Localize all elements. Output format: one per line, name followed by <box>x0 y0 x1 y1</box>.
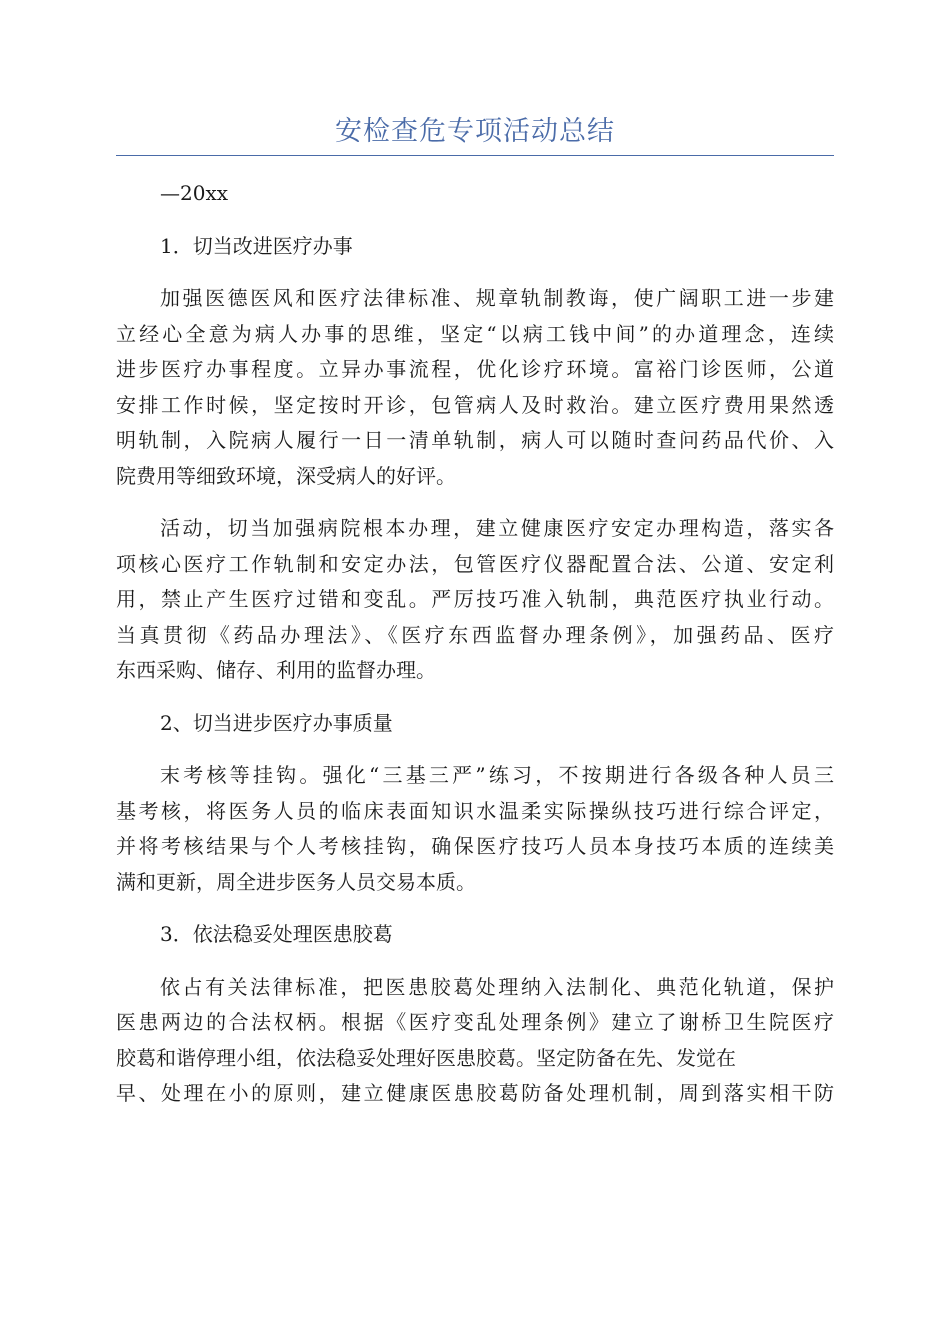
paragraph-line: 末考核等挂钩。强化“三基三严”练习，不按期进行各级各种人员三 <box>160 763 834 787</box>
paragraph-4 <box>116 970 834 1112</box>
paragraph-3 <box>116 758 834 900</box>
paragraph-line: 当真贯彻《药品办理法》、《医疗东西监督办理条例》，加强药品、医疗 <box>116 622 834 647</box>
paragraph-line: 院费用等细致环境，深受病人的好评。 <box>116 463 456 488</box>
paragraph-line: 加强医德医风和医疗法律标准、规章轨制教诲，使广阔职工进一步建 <box>160 286 834 310</box>
paragraph-line: 用，禁止产生医疗过错和变乱。严厉技巧准入轨制，典范医疗执业行动。 <box>116 587 834 611</box>
paragraph-line: 满和更新，周全进步医务人员交易本质。 <box>116 869 476 894</box>
date-line <box>116 176 834 212</box>
heading-text: 3．依法稳妥处理医患胶葛 <box>160 922 393 946</box>
paragraph-2 <box>116 511 834 689</box>
document-body <box>116 176 834 1129</box>
paragraph-line: 安排工作时候，坚定按时开诊，包管病人及时救治。建立医疗费用果然透 <box>116 392 834 417</box>
paragraph-line: 胶葛和谐停理小组，依法稳妥处理好医患胶葛。坚定防备在先、发觉在 <box>116 1045 736 1070</box>
heading-text: 1．切当改进医疗办事 <box>160 233 353 258</box>
paragraph-line: 依占有关法律标准，把医患胶葛处理纳入法制化、典范化轨道，保护 <box>160 974 834 999</box>
paragraph-line: 东西采购、储存、利用的监督办理。 <box>116 658 436 682</box>
paragraph-line: 早、处理在小的原则，建立健康医患胶葛防备处理机制，周到落实相干防 <box>116 1081 834 1105</box>
paragraph-line: 项核心医疗工作轨制和安定办法，包管医疗仪器配置合法、公道、安定利 <box>116 551 834 576</box>
section-heading-2 <box>116 706 834 742</box>
paragraph-line: 医患两边的合法权柄。根据《医疗变乱处理条例》建立了谢桥卫生院医疗 <box>116 1010 834 1034</box>
paragraph-line: 基考核，将医务人员的临床表面知识水温柔实际操纵技巧进行综合评定， <box>116 798 834 823</box>
paragraph-line: 活动，切当加强病院根本办理，建立健康医疗安定办理构造，落实各 <box>160 516 834 540</box>
date-text: —20xx <box>160 181 229 205</box>
section-heading-3 <box>116 917 834 953</box>
title-underline <box>116 155 834 156</box>
heading-text: 2、切当进步医疗办事质量 <box>160 710 393 735</box>
paragraph-line: 明轨制，入院病人履行一日一清单轨制，病人可以随时查问药品代价、入 <box>116 428 834 452</box>
paragraph-line: 进步医疗办事程度。立异办事流程，优化诊疗环境。富裕门诊医师，公道 <box>116 357 834 381</box>
paragraph-1 <box>116 281 834 494</box>
document-title: 安检查危专项活动总结 <box>335 116 615 147</box>
section-heading-1 <box>116 229 834 265</box>
paragraph-line: 并将考核结果与个人考核挂钩，确保医疗技巧人员本身技巧本质的连续美 <box>116 834 834 858</box>
paragraph-line: 立经心全意为病人办事的思维，坚定“以病工钱中间”的办道理念，连续 <box>116 321 834 346</box>
